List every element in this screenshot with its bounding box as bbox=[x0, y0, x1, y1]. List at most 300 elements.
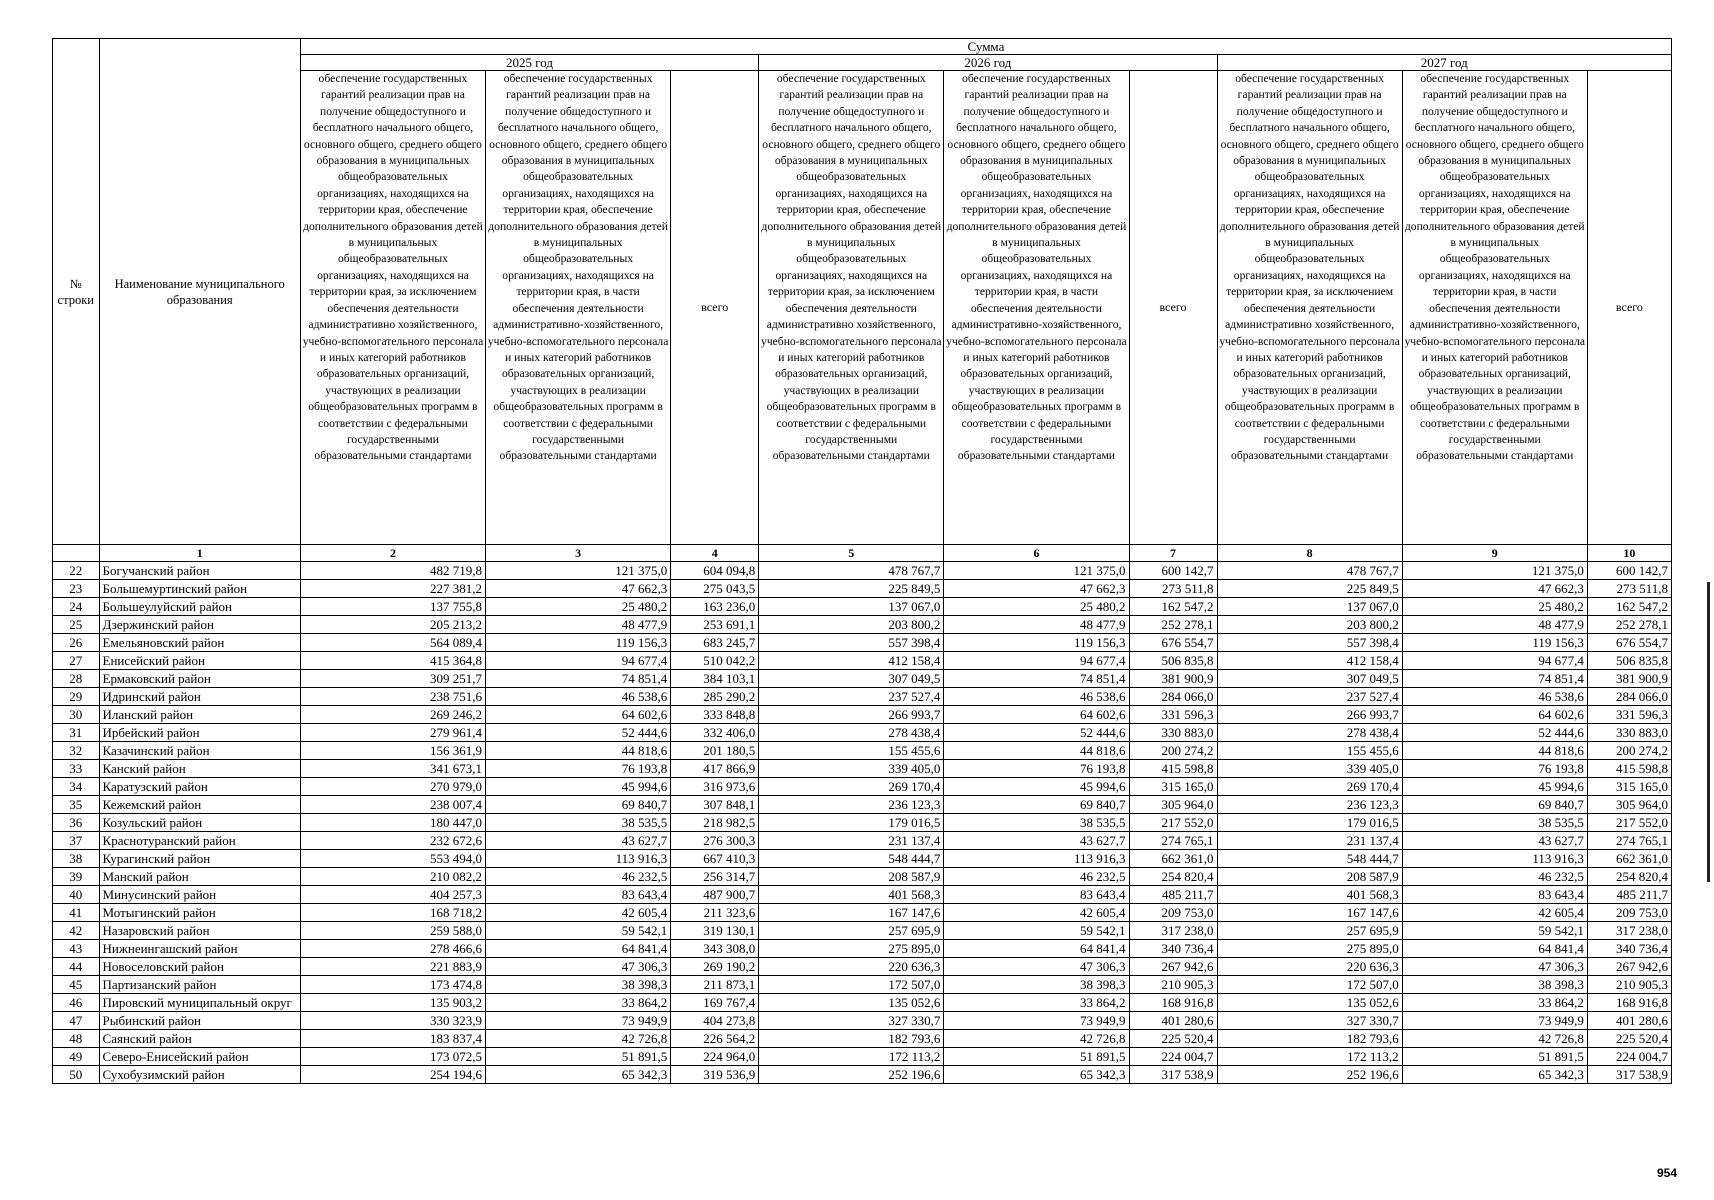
amount-cell: 48 477,9 bbox=[944, 616, 1129, 634]
amount-cell: 339 405,0 bbox=[1217, 760, 1402, 778]
amount-cell: 48 477,9 bbox=[486, 616, 671, 634]
amount-cell: 275 895,0 bbox=[759, 940, 944, 958]
amount-cell: 317 238,0 bbox=[1129, 922, 1217, 940]
col-2026-guarantees: обеспечение государственных гарантий реализации прав на получение общедоступного и бесплатного начального общего, основного общего, среднего общего образования в муниципальных общеобразовательных организациях, находящихся на территории края, обеспечение дополнительного образования детей в муниципальных общеобразовательных организациях, находящихся на территории края, за исключением обеспечения деятельности административно хозяйственного, учебно-вспомогательного персонала и иных категорий работников образовательных организаций, участвующих в реализации общеобразовательных программ в соответствии с федеральными государственными образовательными стандартами bbox=[759, 71, 944, 545]
amount-cell: 201 180,5 bbox=[671, 742, 759, 760]
amount-cell: 179 016,5 bbox=[1217, 814, 1402, 832]
amount-cell: 600 142,7 bbox=[1587, 562, 1671, 580]
amount-cell: 46 538,6 bbox=[486, 688, 671, 706]
amount-cell: 167 147,6 bbox=[759, 904, 944, 922]
table-row bbox=[53, 688, 1672, 706]
amount-cell: 25 480,2 bbox=[1402, 598, 1587, 616]
column-number: 10 bbox=[1587, 545, 1671, 562]
amount-cell: 210 905,3 bbox=[1129, 976, 1217, 994]
amount-cell: 557 398,4 bbox=[759, 634, 944, 652]
col-2027-total: всего bbox=[1587, 71, 1671, 545]
col-2025-guarantees: обеспечение государственных гарантий реализации прав на получение общедоступного и бесплатного начального общего, основного общего, среднего общего образования в муниципальных общеобразовательных организациях, находящихся на территории края, обеспечение дополнительного образования детей в муниципальных общеобразовательных организациях, находящихся на территории края, за исключением обеспечения деятельности административно хозяйственного, учебно-вспомогательного персонала и иных категорий работников образовательных организаций, участвующих в реализации общеобразовательных программ в соответствии с федеральными государственными образовательными стандартами bbox=[300, 71, 485, 545]
amount-cell: 83 643,4 bbox=[944, 886, 1129, 904]
amount-cell: 38 398,3 bbox=[486, 976, 671, 994]
amount-cell: 73 949,9 bbox=[1402, 1012, 1587, 1030]
amount-cell: 254 820,4 bbox=[1129, 868, 1217, 886]
row-number-cell: 33 bbox=[53, 760, 100, 778]
amount-cell: 64 602,6 bbox=[944, 706, 1129, 724]
amount-cell: 237 527,4 bbox=[1217, 688, 1402, 706]
amount-cell: 415 598,8 bbox=[1129, 760, 1217, 778]
amount-cell: 401 568,3 bbox=[1217, 886, 1402, 904]
amount-cell: 74 851,4 bbox=[1402, 670, 1587, 688]
amount-cell: 252 278,1 bbox=[1587, 616, 1671, 634]
amount-cell: 218 982,5 bbox=[671, 814, 759, 832]
budget-table-sheet bbox=[52, 38, 1672, 1084]
table-row bbox=[53, 904, 1672, 922]
municipality-name-cell: Рыбинский район bbox=[99, 1012, 300, 1030]
column-number-row bbox=[53, 545, 1672, 562]
amount-cell: 42 726,8 bbox=[944, 1030, 1129, 1048]
row-number-cell: 22 bbox=[53, 562, 100, 580]
amount-cell: 137 755,8 bbox=[300, 598, 485, 616]
amount-cell: 33 864,2 bbox=[944, 994, 1129, 1012]
amount-cell: 274 765,1 bbox=[1129, 832, 1217, 850]
municipality-name-cell: Краснотуранский район bbox=[99, 832, 300, 850]
amount-cell: 478 767,7 bbox=[759, 562, 944, 580]
amount-cell: 343 308,0 bbox=[671, 940, 759, 958]
amount-cell: 203 800,2 bbox=[759, 616, 944, 634]
amount-cell: 209 753,0 bbox=[1129, 904, 1217, 922]
row-number-cell: 32 bbox=[53, 742, 100, 760]
amount-cell: 600 142,7 bbox=[1129, 562, 1217, 580]
table-row bbox=[53, 850, 1672, 868]
amount-cell: 46 232,5 bbox=[486, 868, 671, 886]
amount-cell: 269 190,2 bbox=[671, 958, 759, 976]
amount-cell: 220 636,3 bbox=[759, 958, 944, 976]
amount-cell: 384 103,1 bbox=[671, 670, 759, 688]
amount-cell: 183 837,4 bbox=[300, 1030, 485, 1048]
amount-cell: 217 552,0 bbox=[1587, 814, 1671, 832]
amount-cell: 510 042,2 bbox=[671, 652, 759, 670]
amount-cell: 76 193,8 bbox=[1402, 760, 1587, 778]
amount-cell: 254 194,6 bbox=[300, 1066, 485, 1084]
row-number-cell: 25 bbox=[53, 616, 100, 634]
amount-cell: 43 627,7 bbox=[486, 832, 671, 850]
row-number-cell: 44 bbox=[53, 958, 100, 976]
table-row bbox=[53, 994, 1672, 1012]
amount-cell: 76 193,8 bbox=[944, 760, 1129, 778]
amount-cell: 64 841,4 bbox=[486, 940, 671, 958]
table-row bbox=[53, 724, 1672, 742]
amount-cell: 200 274,2 bbox=[1129, 742, 1217, 760]
row-number-cell: 23 bbox=[53, 580, 100, 598]
amount-cell: 25 480,2 bbox=[944, 598, 1129, 616]
municipality-name-cell: Идринский район bbox=[99, 688, 300, 706]
col-2027-guarantees: обеспечение государственных гарантий реализации прав на получение общедоступного и бесплатного начального общего, основного общего, среднего общего образования в муниципальных общеобразовательных организациях, находящихся на территории края, обеспечение дополнительного образования детей в муниципальных общеобразовательных организациях, находящихся на территории края, за исключением обеспечения деятельности административно хозяйственного, учебно-вспомогательного персонала и иных категорий работников образовательных организаций, участвующих в реализации общеобразовательных программ в соответствии с федеральными государственными образовательными стандартами bbox=[1217, 71, 1402, 545]
amount-cell: 315 165,0 bbox=[1129, 778, 1217, 796]
amount-cell: 47 306,3 bbox=[1402, 958, 1587, 976]
municipality-name-cell: Манский район bbox=[99, 868, 300, 886]
amount-cell: 305 964,0 bbox=[1129, 796, 1217, 814]
row-number-cell: 45 bbox=[53, 976, 100, 994]
column-number: 8 bbox=[1217, 545, 1402, 562]
amount-cell: 51 891,5 bbox=[486, 1048, 671, 1066]
row-number-cell: 30 bbox=[53, 706, 100, 724]
municipality-name-cell: Мотыгинский район bbox=[99, 904, 300, 922]
amount-cell: 485 211,7 bbox=[1587, 886, 1671, 904]
amount-cell: 254 820,4 bbox=[1587, 868, 1671, 886]
municipality-name-cell: Каратузский район bbox=[99, 778, 300, 796]
amount-cell: 69 840,7 bbox=[486, 796, 671, 814]
amount-cell: 182 793,6 bbox=[1217, 1030, 1402, 1048]
amount-cell: 224 004,7 bbox=[1129, 1048, 1217, 1066]
amount-cell: 155 455,6 bbox=[1217, 742, 1402, 760]
table-row bbox=[53, 706, 1672, 724]
amount-cell: 45 994,6 bbox=[1402, 778, 1587, 796]
amount-cell: 231 137,4 bbox=[759, 832, 944, 850]
amount-cell: 65 342,3 bbox=[944, 1066, 1129, 1084]
amount-cell: 253 691,1 bbox=[671, 616, 759, 634]
amount-cell: 341 673,1 bbox=[300, 760, 485, 778]
amount-cell: 33 864,2 bbox=[486, 994, 671, 1012]
amount-cell: 47 662,3 bbox=[944, 580, 1129, 598]
municipality-name-cell: Назаровский район bbox=[99, 922, 300, 940]
row-number-cell: 47 bbox=[53, 1012, 100, 1030]
amount-cell: 43 627,7 bbox=[944, 832, 1129, 850]
amount-cell: 317 238,0 bbox=[1587, 922, 1671, 940]
col-2027-support-staff: обеспечение государственных гарантий реализации прав на получение общедоступного и бесплатного начального общего, основного общего, среднего общего образования в муниципальных общеобразовательных организациях, находящихся на территории края, обеспечение дополнительного образования детей в муниципальных общеобразовательных организациях, находящихся на территории края, в части обеспечения деятельности административно-хозяйственного, учебно-вспомогательного персонала и иных категорий работников образовательных организаций, участвующих в реализации общеобразовательных программ в соответствии с федеральными государственными образовательными стандартами bbox=[1402, 71, 1587, 545]
row-number-cell: 27 bbox=[53, 652, 100, 670]
amount-cell: 662 361,0 bbox=[1129, 850, 1217, 868]
amount-cell: 401 568,3 bbox=[759, 886, 944, 904]
amount-cell: 278 438,4 bbox=[1217, 724, 1402, 742]
amount-cell: 168 718,2 bbox=[300, 904, 485, 922]
row-number-cell: 38 bbox=[53, 850, 100, 868]
amount-cell: 137 067,0 bbox=[759, 598, 944, 616]
municipality-name-cell: Канский район bbox=[99, 760, 300, 778]
amount-cell: 236 123,3 bbox=[759, 796, 944, 814]
amount-cell: 119 156,3 bbox=[944, 634, 1129, 652]
table-row bbox=[53, 778, 1672, 796]
year-2027-header: 2027 год bbox=[1217, 55, 1671, 71]
amount-cell: 278 466,6 bbox=[300, 940, 485, 958]
amount-cell: 135 903,2 bbox=[300, 994, 485, 1012]
col-2025-total: всего bbox=[671, 71, 759, 545]
amount-cell: 169 767,4 bbox=[671, 994, 759, 1012]
amount-cell: 52 444,6 bbox=[944, 724, 1129, 742]
amount-cell: 209 753,0 bbox=[1587, 904, 1671, 922]
amount-cell: 548 444,7 bbox=[759, 850, 944, 868]
amount-cell: 42 605,4 bbox=[486, 904, 671, 922]
budget-table bbox=[52, 38, 1672, 1084]
amount-cell: 46 232,5 bbox=[1402, 868, 1587, 886]
amount-cell: 217 552,0 bbox=[1129, 814, 1217, 832]
amount-cell: 564 089,4 bbox=[300, 634, 485, 652]
amount-cell: 330 323,9 bbox=[300, 1012, 485, 1030]
amount-cell: 25 480,2 bbox=[486, 598, 671, 616]
amount-cell: 65 342,3 bbox=[1402, 1066, 1587, 1084]
amount-cell: 44 818,6 bbox=[486, 742, 671, 760]
amount-cell: 210 082,2 bbox=[300, 868, 485, 886]
table-row bbox=[53, 598, 1672, 616]
municipality-name-header: Наименование муниципального образования bbox=[99, 39, 300, 545]
column-number: 1 bbox=[99, 545, 300, 562]
amount-cell: 156 361,9 bbox=[300, 742, 485, 760]
row-number-cell: 31 bbox=[53, 724, 100, 742]
amount-cell: 331 596,3 bbox=[1129, 706, 1217, 724]
row-number-cell: 42 bbox=[53, 922, 100, 940]
column-number: 6 bbox=[944, 545, 1129, 562]
amount-cell: 269 170,4 bbox=[1217, 778, 1402, 796]
amount-cell: 137 067,0 bbox=[1217, 598, 1402, 616]
table-row bbox=[53, 652, 1672, 670]
row-number-cell: 36 bbox=[53, 814, 100, 832]
amount-cell: 46 538,6 bbox=[1402, 688, 1587, 706]
row-number-cell: 35 bbox=[53, 796, 100, 814]
amount-cell: 225 520,4 bbox=[1587, 1030, 1671, 1048]
column-number: 5 bbox=[759, 545, 944, 562]
amount-cell: 113 916,3 bbox=[944, 850, 1129, 868]
amount-cell: 64 841,4 bbox=[944, 940, 1129, 958]
amount-cell: 182 793,6 bbox=[759, 1030, 944, 1048]
amount-cell: 121 375,0 bbox=[486, 562, 671, 580]
municipality-name-cell: Ирбейский район bbox=[99, 724, 300, 742]
amount-cell: 162 547,2 bbox=[1129, 598, 1217, 616]
amount-cell: 257 695,9 bbox=[759, 922, 944, 940]
col-2026-total: всего bbox=[1129, 71, 1217, 545]
sum-header: Сумма bbox=[300, 39, 1671, 55]
year-2026-header: 2026 год bbox=[759, 55, 1217, 71]
amount-cell: 252 278,1 bbox=[1129, 616, 1217, 634]
amount-cell: 417 866,9 bbox=[671, 760, 759, 778]
amount-cell: 173 072,5 bbox=[300, 1048, 485, 1066]
amount-cell: 267 942,6 bbox=[1587, 958, 1671, 976]
amount-cell: 172 507,0 bbox=[759, 976, 944, 994]
amount-cell: 42 726,8 bbox=[486, 1030, 671, 1048]
amount-cell: 285 290,2 bbox=[671, 688, 759, 706]
amount-cell: 557 398,4 bbox=[1217, 634, 1402, 652]
row-number-cell: 24 bbox=[53, 598, 100, 616]
municipality-name-cell: Большемуртинский район bbox=[99, 580, 300, 598]
row-number-cell: 46 bbox=[53, 994, 100, 1012]
table-row bbox=[53, 796, 1672, 814]
municipality-name-cell: Партизанский район bbox=[99, 976, 300, 994]
row-number-cell: 40 bbox=[53, 886, 100, 904]
amount-cell: 45 994,6 bbox=[944, 778, 1129, 796]
table-row bbox=[53, 1048, 1672, 1066]
table-row bbox=[53, 814, 1672, 832]
amount-cell: 225 520,4 bbox=[1129, 1030, 1217, 1048]
amount-cell: 270 979,0 bbox=[300, 778, 485, 796]
amount-cell: 269 246,2 bbox=[300, 706, 485, 724]
amount-cell: 333 848,8 bbox=[671, 706, 759, 724]
amount-cell: 266 993,7 bbox=[1217, 706, 1402, 724]
amount-cell: 73 949,9 bbox=[944, 1012, 1129, 1030]
amount-cell: 172 113,2 bbox=[1217, 1048, 1402, 1066]
amount-cell: 412 158,4 bbox=[759, 652, 944, 670]
amount-cell: 59 542,1 bbox=[944, 922, 1129, 940]
amount-cell: 211 873,1 bbox=[671, 976, 759, 994]
amount-cell: 232 672,6 bbox=[300, 832, 485, 850]
amount-cell: 381 900,9 bbox=[1129, 670, 1217, 688]
scan-edge-mark bbox=[1707, 582, 1710, 882]
row-number-cell: 34 bbox=[53, 778, 100, 796]
municipality-name-cell: Емельяновский район bbox=[99, 634, 300, 652]
amount-cell: 65 342,3 bbox=[486, 1066, 671, 1084]
municipality-name-cell: Кежемский район bbox=[99, 796, 300, 814]
amount-cell: 238 007,4 bbox=[300, 796, 485, 814]
amount-cell: 94 677,4 bbox=[486, 652, 671, 670]
amount-cell: 276 300,3 bbox=[671, 832, 759, 850]
amount-cell: 330 883,0 bbox=[1587, 724, 1671, 742]
amount-cell: 307 049,5 bbox=[1217, 670, 1402, 688]
amount-cell: 208 587,9 bbox=[759, 868, 944, 886]
amount-cell: 51 891,5 bbox=[1402, 1048, 1587, 1066]
table-row bbox=[53, 832, 1672, 850]
amount-cell: 208 587,9 bbox=[1217, 868, 1402, 886]
amount-cell: 256 314,7 bbox=[671, 868, 759, 886]
amount-cell: 225 849,5 bbox=[1217, 580, 1402, 598]
amount-cell: 381 900,9 bbox=[1587, 670, 1671, 688]
amount-cell: 168 916,8 bbox=[1129, 994, 1217, 1012]
municipality-name-cell: Ермаковский район bbox=[99, 670, 300, 688]
amount-cell: 172 507,0 bbox=[1217, 976, 1402, 994]
amount-cell: 662 361,0 bbox=[1587, 850, 1671, 868]
page-number: 954 bbox=[1657, 1166, 1678, 1180]
amount-cell: 273 511,8 bbox=[1587, 580, 1671, 598]
amount-cell: 119 156,3 bbox=[1402, 634, 1587, 652]
amount-cell: 548 444,7 bbox=[1217, 850, 1402, 868]
table-row bbox=[53, 742, 1672, 760]
amount-cell: 48 477,9 bbox=[1402, 616, 1587, 634]
row-number-cell: 43 bbox=[53, 940, 100, 958]
amount-cell: 415 598,8 bbox=[1587, 760, 1671, 778]
year-2025-header: 2025 год bbox=[300, 55, 758, 71]
municipality-name-cell: Северо-Енисейский район bbox=[99, 1048, 300, 1066]
amount-cell: 269 170,4 bbox=[759, 778, 944, 796]
amount-cell: 64 602,6 bbox=[486, 706, 671, 724]
amount-cell: 172 113,2 bbox=[759, 1048, 944, 1066]
amount-cell: 167 147,6 bbox=[1217, 904, 1402, 922]
amount-cell: 211 323,6 bbox=[671, 904, 759, 922]
amount-cell: 676 554,7 bbox=[1587, 634, 1671, 652]
amount-cell: 47 662,3 bbox=[486, 580, 671, 598]
amount-cell: 155 455,6 bbox=[759, 742, 944, 760]
table-row bbox=[53, 1012, 1672, 1030]
amount-cell: 76 193,8 bbox=[486, 760, 671, 778]
amount-cell: 46 538,6 bbox=[944, 688, 1129, 706]
amount-cell: 238 751,6 bbox=[300, 688, 485, 706]
amount-cell: 205 213,2 bbox=[300, 616, 485, 634]
amount-cell: 676 554,7 bbox=[1129, 634, 1217, 652]
amount-cell: 52 444,6 bbox=[486, 724, 671, 742]
amount-cell: 51 891,5 bbox=[944, 1048, 1129, 1066]
table-row bbox=[53, 886, 1672, 904]
column-number: 2 bbox=[300, 545, 485, 562]
row-number-cell: 49 bbox=[53, 1048, 100, 1066]
municipality-name-cell: Саянский район bbox=[99, 1030, 300, 1048]
row-number-header: № строки bbox=[53, 39, 100, 545]
amount-cell: 340 736,4 bbox=[1129, 940, 1217, 958]
amount-cell: 309 251,7 bbox=[300, 670, 485, 688]
municipality-name-cell: Пировский муниципальный округ bbox=[99, 994, 300, 1012]
amount-cell: 339 405,0 bbox=[759, 760, 944, 778]
table-row bbox=[53, 1066, 1672, 1084]
row-number-cell: 29 bbox=[53, 688, 100, 706]
amount-cell: 305 964,0 bbox=[1587, 796, 1671, 814]
amount-cell: 267 942,6 bbox=[1129, 958, 1217, 976]
amount-cell: 274 765,1 bbox=[1587, 832, 1671, 850]
amount-cell: 38 535,5 bbox=[1402, 814, 1587, 832]
column-number: 9 bbox=[1402, 545, 1587, 562]
amount-cell: 94 677,4 bbox=[1402, 652, 1587, 670]
amount-cell: 135 052,6 bbox=[759, 994, 944, 1012]
amount-cell: 553 494,0 bbox=[300, 850, 485, 868]
amount-cell: 220 636,3 bbox=[1217, 958, 1402, 976]
row-number-cell: 26 bbox=[53, 634, 100, 652]
municipality-name-cell: Дзержинский район bbox=[99, 616, 300, 634]
amount-cell: 683 245,7 bbox=[671, 634, 759, 652]
amount-cell: 278 438,4 bbox=[759, 724, 944, 742]
column-number: 4 bbox=[671, 545, 759, 562]
amount-cell: 317 538,9 bbox=[1587, 1066, 1671, 1084]
amount-cell: 33 864,2 bbox=[1402, 994, 1587, 1012]
amount-cell: 45 994,6 bbox=[486, 778, 671, 796]
amount-cell: 279 961,4 bbox=[300, 724, 485, 742]
municipality-name-cell: Иланский район bbox=[99, 706, 300, 724]
amount-cell: 284 066,0 bbox=[1129, 688, 1217, 706]
amount-cell: 38 535,5 bbox=[944, 814, 1129, 832]
amount-cell: 162 547,2 bbox=[1587, 598, 1671, 616]
municipality-name-cell: Сухобузимский район bbox=[99, 1066, 300, 1084]
municipality-name-cell: Богучанский район bbox=[99, 562, 300, 580]
amount-cell: 327 330,7 bbox=[1217, 1012, 1402, 1030]
municipality-name-cell: Новоселовский район bbox=[99, 958, 300, 976]
amount-cell: 331 596,3 bbox=[1587, 706, 1671, 724]
amount-cell: 179 016,5 bbox=[759, 814, 944, 832]
amount-cell: 135 052,6 bbox=[1217, 994, 1402, 1012]
column-number: 3 bbox=[486, 545, 671, 562]
amount-cell: 64 602,6 bbox=[1402, 706, 1587, 724]
amount-cell: 173 474,8 bbox=[300, 976, 485, 994]
table-row bbox=[53, 616, 1672, 634]
amount-cell: 225 849,5 bbox=[759, 580, 944, 598]
table-row bbox=[53, 868, 1672, 886]
amount-cell: 237 527,4 bbox=[759, 688, 944, 706]
amount-cell: 275 043,5 bbox=[671, 580, 759, 598]
amount-cell: 44 818,6 bbox=[944, 742, 1129, 760]
amount-cell: 38 398,3 bbox=[944, 976, 1129, 994]
amount-cell: 252 196,6 bbox=[759, 1066, 944, 1084]
amount-cell: 113 916,3 bbox=[486, 850, 671, 868]
amount-cell: 83 643,4 bbox=[486, 886, 671, 904]
amount-cell: 64 841,4 bbox=[1402, 940, 1587, 958]
table-row bbox=[53, 958, 1672, 976]
amount-cell: 210 905,3 bbox=[1587, 976, 1671, 994]
amount-cell: 236 123,3 bbox=[1217, 796, 1402, 814]
amount-cell: 415 364,8 bbox=[300, 652, 485, 670]
amount-cell: 478 767,7 bbox=[1217, 562, 1402, 580]
row-number-cell: 39 bbox=[53, 868, 100, 886]
amount-cell: 226 564,2 bbox=[671, 1030, 759, 1048]
col-2026-support-staff: обеспечение государственных гарантий реализации прав на получение общедоступного и бесплатного начального общего, основного общего, среднего общего образования в муниципальных общеобразовательных организациях, находящихся на территории края, обеспечение дополнительного образования детей в муниципальных общеобразовательных организациях, находящихся на территории края, в части обеспечения деятельности административно-хозяйственного, учебно-вспомогательного персонала и иных категорий работников образовательных организаций, участвующих в реализации общеобразовательных программ в соответствии с федеральными государственными образовательными стандартами bbox=[944, 71, 1129, 545]
amount-cell: 73 949,9 bbox=[486, 1012, 671, 1030]
amount-cell: 42 726,8 bbox=[1402, 1030, 1587, 1048]
table-row bbox=[53, 922, 1672, 940]
amount-cell: 273 511,8 bbox=[1129, 580, 1217, 598]
amount-cell: 83 643,4 bbox=[1402, 886, 1587, 904]
amount-cell: 319 536,9 bbox=[671, 1066, 759, 1084]
amount-cell: 38 398,3 bbox=[1402, 976, 1587, 994]
amount-cell: 506 835,8 bbox=[1587, 652, 1671, 670]
amount-cell: 38 535,5 bbox=[486, 814, 671, 832]
municipality-name-cell: Козульский район bbox=[99, 814, 300, 832]
